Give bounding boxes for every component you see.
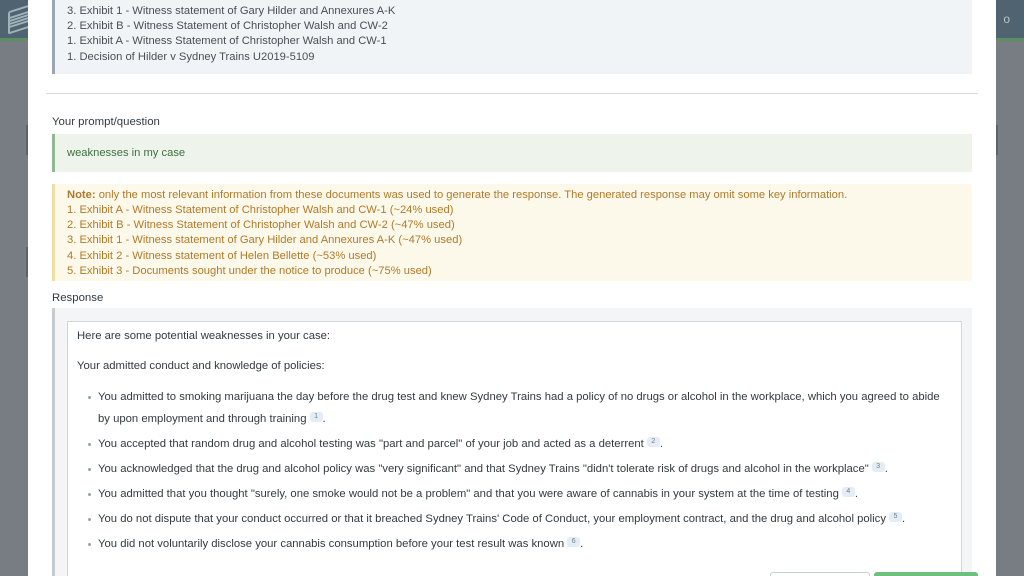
secondary-button[interactable]: [770, 572, 870, 576]
source-item: 1. Exhibit A - Witness Statement of Christopher Walsh and CW-1: [67, 35, 387, 48]
response-section-title: Your admitted conduct and knowledge of policies:: [77, 360, 325, 372]
weakness-text: You do not dispute that your conduct occurred or that it breached Sydney Trains' Code of Conduct, your employment contract, and the drug and alcohol policy: [98, 513, 886, 525]
used-source-item: 1. Exhibit A - Witness Statement of Christopher Walsh and CW-1 (~24% used): [67, 204, 454, 216]
weakness-item: You acknowledged that the drug and alcohol policy was "very significant" and that Sydney Trains "didn't tolerate risk of drugs and alcohol in the workplace" 3 .: [89, 458, 953, 480]
weakness-item: You accepted that random drug and alcohol testing was "part and parcel" of your job and acted as a deterrent 2 .: [89, 433, 953, 455]
response-content[interactable]: [67, 321, 962, 576]
used-source-item: 3. Exhibit 1 - Witness statement of Gary Hilder and Annexures A-K (~47% used): [67, 234, 463, 247]
note-body: only the most relevant information from these documents was used to generate the response. The generated response may omit some key information.: [95, 189, 848, 201]
citation-ref[interactable]: 1: [310, 412, 323, 422]
citation-ref[interactable]: 3: [872, 462, 885, 472]
citation-ref[interactable]: 5: [889, 512, 902, 522]
weakness-item: You admitted to smoking marijuana the day before the drug test and knew Sydney Trains had a policy of no drugs or alcohol in the workplace, which you agreed to abide by upon employment and through training 1 .: [89, 386, 953, 430]
citation-ref[interactable]: 4: [842, 487, 855, 497]
weakness-text: You did not voluntarily disclose your cannabis consumption before your test result was known: [98, 538, 565, 550]
source-item: 3. Exhibit 1 - Witness statement of Gary Hilder and Annexures A-K: [67, 5, 396, 17]
used-source-item: 5. Exhibit 3 - Documents sought under the notice to produce (~75% used): [67, 264, 432, 277]
response-intro: Here are some potential weaknesses in your case:: [77, 330, 331, 342]
citation-ref[interactable]: 6: [567, 537, 580, 547]
weakness-item: You do not dispute that your conduct occurred or that it breached Sydney Trains' Code of Conduct, your employment contract, and the drug and alcohol policy 5 .: [89, 508, 953, 530]
prompt-text: weaknesses in my case: [67, 147, 186, 159]
weakness-item: You did not voluntarily disclose your cannabis consumption before your test result was known 6 .: [89, 533, 953, 555]
weakness-text: You accepted that random drug and alcohol testing was "part and parcel" of your job and acted as a deterrent: [98, 438, 644, 450]
note-prefix: Note:: [67, 189, 96, 201]
section-divider: [46, 93, 978, 94]
app-logo-icon: [8, 6, 30, 30]
weakness-text: You acknowledged that the drug and alcohol policy was "very significant" and that Sydney Trains "didn't tolerate risk of drugs and alcohol in the workplace": [98, 463, 869, 475]
used-source-item: 4. Exhibit 2 - Witness statement of Helen Bellette (~53% used): [67, 249, 377, 262]
previous-sources-list: [52, 0, 972, 74]
used-source-item: 2. Exhibit B - Witness Statement of Christopher Walsh and CW-2 (~47% used): [67, 219, 455, 232]
weakness-list: [77, 386, 953, 555]
note-text: [67, 187, 972, 203]
response-label: Response: [52, 292, 104, 304]
citation-ref[interactable]: 2: [647, 437, 660, 447]
primary-button[interactable]: [874, 572, 978, 576]
prompt-label: Your prompt/question: [52, 116, 160, 128]
source-item: 1. Decision of Hilder v Sydney Trains U2019-5109: [67, 50, 315, 63]
weakness-item: You admitted that you thought "surely, one smoke would not be a problem" and that you were aware of cannabis in your system at the time of testing 4 .: [89, 483, 953, 505]
response-container: [52, 308, 972, 576]
response-modal: [28, 0, 996, 576]
source-item: 2. Exhibit B - Witness Statement of Christopher Walsh and CW-2: [67, 20, 388, 33]
weakness-text: You admitted that you thought "surely, one smoke would not be a problem" and that you were aware of cannabis in your system at the time of testing: [98, 488, 839, 500]
prompt-box: [52, 134, 972, 172]
weakness-text: You admitted to smoking marijuana the day before the drug test and knew Sydney Trains had a policy of no drugs or alcohol in the workplace, which you agreed to abide by upon employment and through training: [98, 391, 940, 425]
user-menu[interactable]: o: [1003, 12, 1010, 26]
relevance-note: [52, 184, 972, 281]
